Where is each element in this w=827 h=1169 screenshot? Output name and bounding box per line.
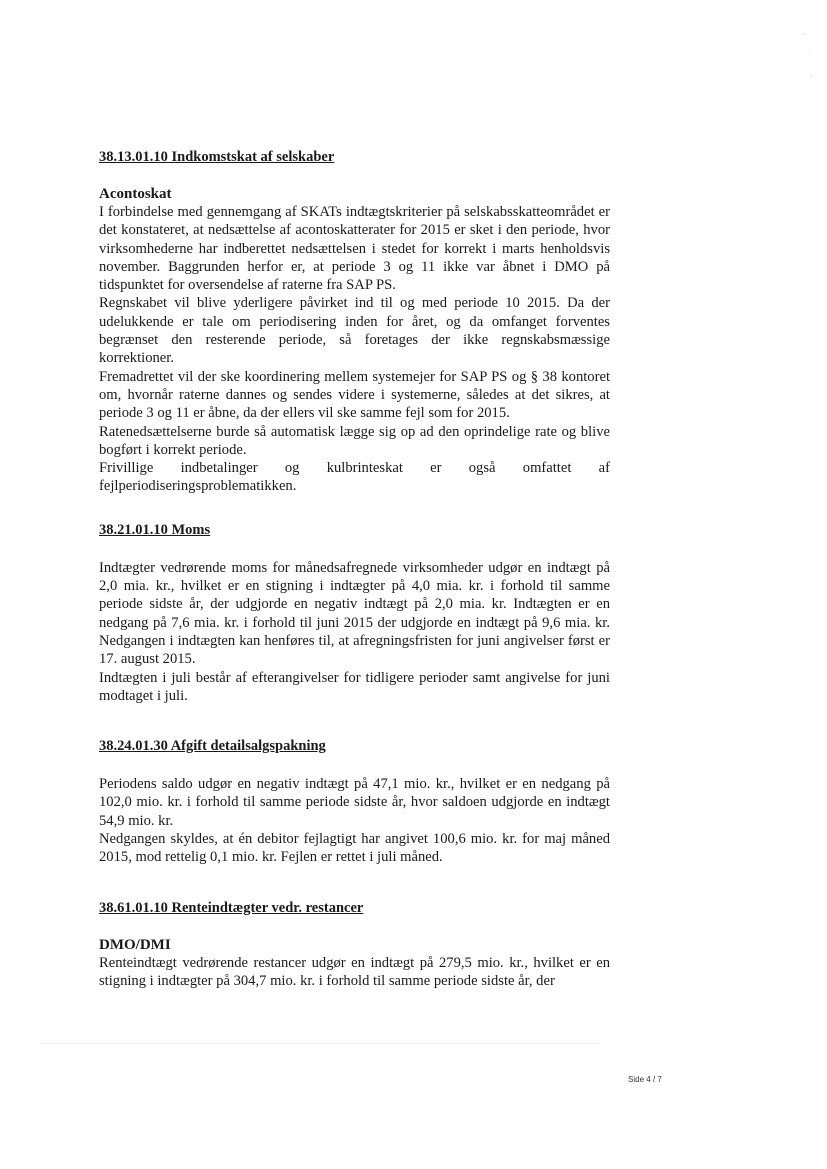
paragraph: Regnskabet vil blive yderligere påvirket ind til og med periode 10 2015. Da der udelukkende er tale om periodisering inden for året, og da omfanget forventes begrænset den resterende periode, så foretages der ikke regnskabsmæssige korrektioner. — [99, 295, 610, 367]
paragraph: I forbindelse med gennemgang af SKATs indtægtskriterier på selskabsskatteområdet er det konstateret, at nedsættelse af acontoskatterater for 2015 er sket i den periode, hvor virksomhederne har indberettet nedsættelsen i stedet for korrekt i marts henholdsvis november. Baggrunden herfor er, at periode 3 og 11 ikke var åbnet i DMO på tidspunktet for oversendelse af raterne fra SAP PS. — [99, 204, 610, 294]
paragraph: Renteindtægt vedrørende restancer udgør en indtægt på 279,5 mio. kr., hvilket er en stigning i indtægter på 304,7 mio. kr. i forhold til samme periode sidste år, der — [99, 954, 610, 989]
subheading-dmo-dmi: DMO/DMI — [99, 936, 171, 953]
paragraph: Indtægten i juli består af efterangivelser for tidligere perioder samt angivelse for juni modtaget i juli. — [99, 669, 610, 704]
section-heading: 38.61.01.10 Renteindtægter vedr. restancer — [99, 899, 364, 916]
subheading-acontoskat: Acontoskat — [99, 186, 172, 202]
paragraph: Nedgangen skyldes, at én debitor fejlagtigt har angivet 100,6 mio. kr. for maj måned 2015, mod rettelig 0,1 mio. kr. Fejlen er rettet i juli måned. — [99, 831, 610, 866]
document-page — [99, 148, 610, 990]
paragraph: Indtægter vedrørende moms for månedsafregnede virksomheder udgør en indtægt på 2,0 mia. kr., hvilket er en stigning i indtægter på 4,0 mia. kr. i forhold til samme periode sidste år, der udgjorde en negativ indtægt på 2,0 mia. kr. Indtægten er en nedgang på 7,6 mia. kr. i forhold til juni 2015 der udgjorde en indtægt på 9,6 mia. kr. Nedgangen i indtægten kan henføres til, at afregningsfristen for juni angivelser først er 17. august 2015. — [99, 559, 610, 668]
paragraph: Ratenedsættelserne burde så automatisk lægge sig op ad den oprindelige rate og blive bogført i korrekt periode. — [99, 423, 610, 458]
section-heading: 38.24.01.30 Afgift detailsalgspakning — [99, 738, 326, 755]
paragraph: Frivillige indbetalinger og kulbrinteskat er også omfattet af fejlperiodiseringsproblematikken. — [99, 460, 610, 495]
section-heading: 38.13.01.10 Indkomstskat af selskaber — [99, 149, 335, 165]
paragraph: Fremadrettet vil der ske koordinering mellem systemejer for SAP PS og § 38 kontoret om, hvornår raterne dannes og sendes videre i systemerne, således at det sikres, at periode 3 og 11 er åbne, da der ellers vil ske samme fejl som for 2015. — [99, 368, 610, 422]
section-renteindtaegter — [99, 899, 610, 991]
footer-divider — [40, 1043, 600, 1044]
section-heading: 38.21.01.10 Moms — [99, 521, 211, 538]
section-moms — [99, 521, 610, 705]
page-number: Side 4 / 7 — [628, 1075, 662, 1084]
section-afgift-detailsalgspakning — [99, 737, 610, 866]
section-indkomstskat — [99, 148, 610, 496]
scan-specks — [802, 30, 814, 90]
paragraph: Periodens saldo udgør en negativ indtægt på 47,1 mio. kr., hvilket er en nedgang på 102,0 mio. kr. i forhold til samme periode sidste år, hvor saldoen udgjorde en indtægt 54,9 mio. kr. — [99, 776, 610, 829]
